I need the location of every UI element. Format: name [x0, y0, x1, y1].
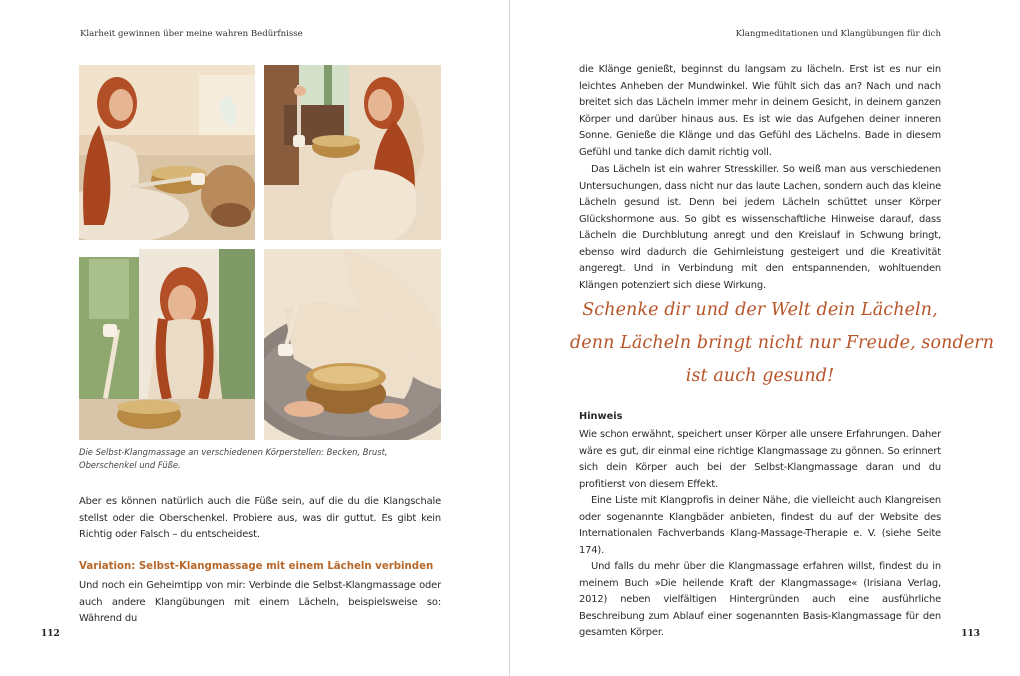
page-number-right: 113 [961, 629, 980, 639]
paragraph: Und falls du mehr über die Klangmassage erfahren willst, findest du in meinem Buch »Die heilende Kraft der Klangmassage« (Irisiana Verlag, 2012) neben vielfältigen Hintergründen auch eine ausführliche Beschreibung zum Ablauf einer sogenannten Basis-Klangmassage für den gesamten Körper. [579, 561, 941, 638]
running-head-right: Klangmeditationen und Klangübungen für dich [735, 29, 941, 39]
paragraph: Das Lächeln ist ein wahrer Stresskiller. So weiß man aus verschiedenen Untersuchungen, dass nicht nur das laute Lachen, sondern auch das kleine Lächeln gesund ist. Denn bei jedem Lächeln schüttet unser Körper Glückshormone aus. So gibt es wissenschaftliche Hinweise darauf, dass Lächeln die Durchblutung anregt und den Kreislauf in Schwung bringt, ebenso wird dadurch die Gehirnleistung gesteigert und die Kreativität angeregt. Und in Verbindung mit den entspannenden, wohltuenden Klängen potenziert sich diese Wirkung. [579, 164, 941, 291]
hint-heading: Hinweis [579, 411, 623, 422]
paragraph: Und noch ein Geheimtipp von mir: Verbinde die Selbst-Klangmassage oder auch andere Klangübungen mit einem Lächeln, beispielsweise so: Während du [79, 580, 441, 624]
paragraph: die Klänge genießt, beginnst du langsam zu lächeln. Erst ist es nur ein leichtes Anheben der Mundwinkel. Wie fühlt sich das an? Nach und nach breitet sich das Lächeln immer mehr in deinem Gesicht, in deinem ganzen Körper und darüber hinaus aus. Es ist wie das Aufgehen deiner inneren Sonne. Genieße die Klänge und das Gefühl des Lächelns. Bade in diesem Gefühl und tanke dich damit richtig voll. [579, 64, 941, 158]
paragraph: Wie schon erwähnt, speichert unser Körper alle unsere Erfahrungen. Daher wäre es gut, dir einmal eine richtige Klangmassage zu gönnen. So erinnert sich dein Körper auch bei der Selbst-Klangmassage daran und du profitierst von diesem Effekt. [579, 429, 941, 490]
paragraph: Aber es können natürlich auch die Füße sein, auf die du die Klangschale stellst oder die Oberschenkel. Probiere aus, was dir guttut. Es gibt kein Richtig oder Falsch – du entscheidest. [79, 496, 441, 540]
photo-caption: Die Selbst-Klangmassage an verschiedenen Körperstellen: Becken, Brust, Oberschenkel und Füße. [79, 447, 388, 470]
quote-line: Schenke dir und der Welt dein Lächeln, [582, 300, 938, 320]
section-heading: Variation: Selbst-Klangmassage mit einem Lächeln verbinden [79, 561, 434, 572]
body-text-block [579, 62, 941, 161]
body-text-block [79, 494, 441, 544]
photo-bowl-on-feet [264, 249, 441, 440]
page-number-left: 112 [41, 629, 60, 639]
pull-quote [570, 294, 995, 393]
photo-bowl-on-thigh [79, 249, 255, 440]
photo-bowl-on-pelvis [79, 65, 255, 240]
photo-bowl-on-chest [264, 65, 441, 240]
quote-line: denn Lächeln bringt nicht nur Freude, sondern [570, 333, 995, 353]
right-page [510, 0, 1020, 676]
paragraph: Eine Liste mit Klangprofis in deiner Nähe, die vielleicht auch Klangreisen oder sogenannte Klangbäder anbieten, findest du auf der Website des Internationalen Fachverbands Klang-Massage-Therapie e. V. (siehe Seite 174). [579, 495, 941, 556]
hint-text-block [579, 427, 941, 642]
quote-line: ist auch gesund! [685, 366, 835, 386]
running-head-left: Klarheit gewinnen über meine wahren Bedürfnisse [80, 29, 303, 39]
body-text-block [79, 578, 441, 628]
body-text-block [579, 162, 941, 294]
